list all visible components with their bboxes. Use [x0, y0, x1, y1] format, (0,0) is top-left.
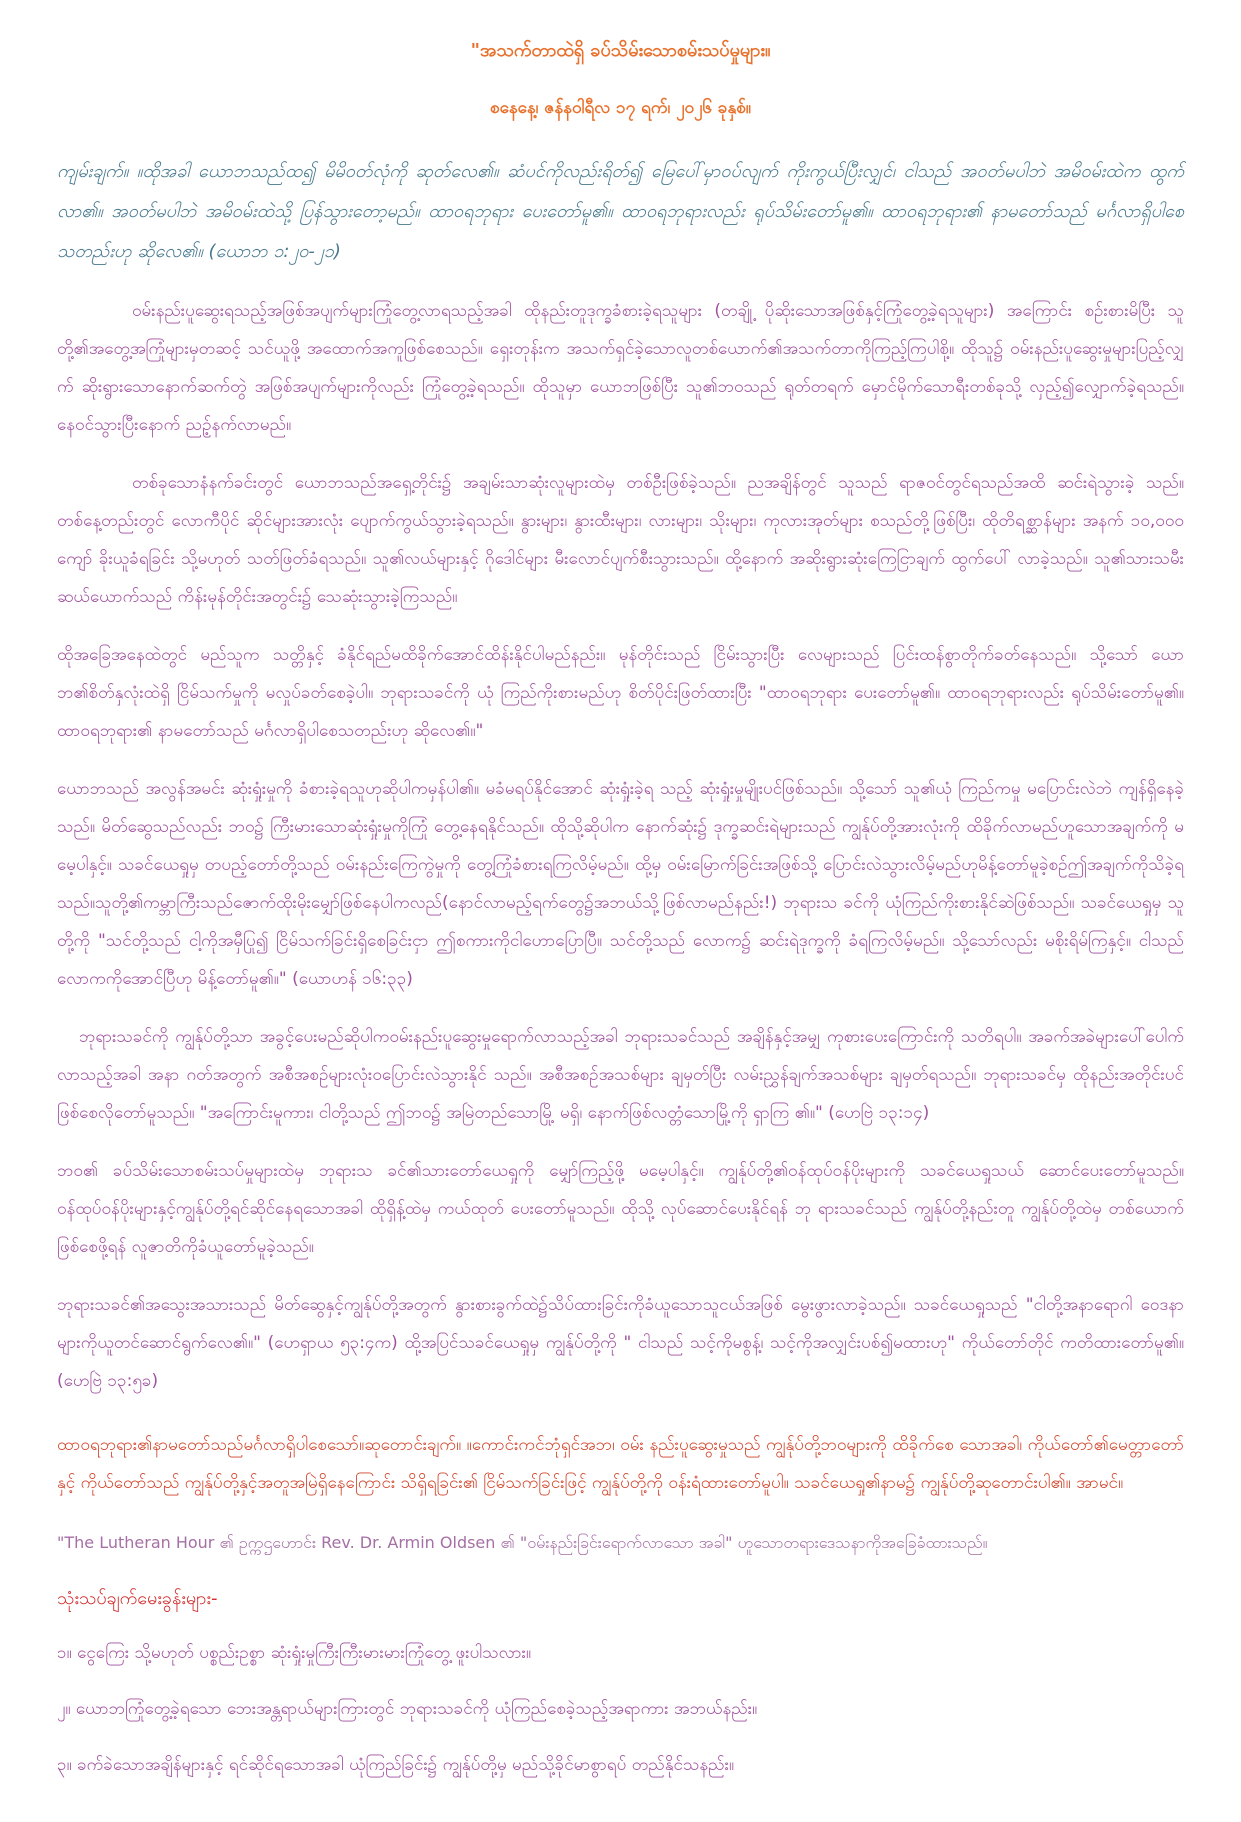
document-title: "အသက်တာထဲရှိ ခပ်သိမ်းသောစမ်းသပ်မှုများ။	[470, 40, 771, 61]
discussion-question-3: ၃။ ခက်ခဲသောအချိန်များနှင့် ရင်ဆိုင်ရသောအခါ ယုံကြည်ခြင်း၌ ကျွန်ုပ်တို့မှ မည်သို့ခိုင်မာစွာရပ် တည်နိုင်သနည်း။	[57, 1755, 735, 1775]
body-paragraph-7: ဘုရားသခင်၏အသွေးအသားသည် မိတ်ဆွေနှင့်ကျွန်ုပ်တို့အတွက် နွားစားခွက်ထဲ၌သိပ်ထားခြင်းကိုခံယူသောသူငယ်အဖြစ် မွေးဖွားလာခဲ့သည်။ သခင်ယေရှုသည် "ငါတို့အနာရောဂါ ဝေဒနာများကိုယူတင်ဆောင်ရွက်လေ၏။" (ဟေရှာယ ၅၃:၄က) ထို့အပြင်သခင်ယေရှုမှ ကျွန်ုပ်တို့ကို " ငါသည် သင့်ကိုမစွန့်၊ သင့်ကိုအလျှင်းပစ်၍မထားဟု" ကိုယ်တော်တိုင် ကတိထားတော်မူ၏။(ဟေဗြဲ ၁၃:၅ခ)	[57, 1295, 1184, 1391]
discussion-questions-heading: သုံးသပ်ချက်မေးခွန်းများ-	[57, 1588, 218, 1609]
prayer-paragraph: ထာဝရဘုရား၏နာမတော်သည်မင်္ဂလာရှိပါစေသော်။ဆုတောင်းချက်။ ။ကောင်းကင်ဘုံရှင်အဘ၊ ဝမ်း နည်းပူဆွေးမှုသည် ကျွန်ုပ်တို့ဘဝများကို ထိခိုက်စေ သောအခါ၊ ကိုယ်တော်၏မေတ္တာတော်နှင့် ကိုယ်တော်သည် ကျွန်ုပ်တို့နှင့်အတူအမြဲရှိနေကြောင်း သိရှိရခြင်း၏ ငြိမ်သက်ခြင်းဖြင့် ကျွန်ုပ်တို့ကို ဝန်းရံထားတော်မူပါ။ သခင်ယေရှု၏နာမ၌ ကျွန်ုပ်တို့ဆုတောင်းပါ၏။ အာမင်။	[57, 1435, 1184, 1493]
body-paragraph-3: ထိုအခြေအနေထဲတွင် မည်သူက သတ္တိနှင့် ခံနိုင်ရည်မထိခိုက်အောင်ထိန်းနိုင်ပါမည်နည်း။ မုန်တိုင်းသည် ငြိမ်းသွားပြီး လေများသည် ပြင်းထန်စွာတိုက်ခတ်နေသည်။ သို့သော် ယောဘ၏စိတ်နှလုံးထဲရှိ ငြိမ်သက်မှုကို မလှုပ်ခတ်စေခဲ့ပါ။ ဘုရားသခင်ကို ယုံ ကြည်ကိုးစားမည်ဟု စိတ်ပိုင်းဖြတ်ထားပြီး "ထာဝရဘုရား ပေးတော်မူ၏။ ထာဝရဘုရားလည်း ရုပ်သိမ်းတော်မူ၏။ ထာဝရဘုရား၏ နာမတော်သည် မင်္ဂလာရှိပါစေသတည်းဟု ဆိုလေ၏။"	[57, 645, 1184, 741]
attribution-line: "The Lutheran Hour ၏ ဥက္ကဌဟောင်း Rev. Dr. Armin Oldsen ၏ "ဝမ်းနည်းခြင်းရောက်လာသော အခါ" ဟူသောတရားဒေသနာကိုအခြေခံထားသည်။	[57, 1533, 988, 1552]
scripture-quote: ကျမ်းချက်။ ။ထိုအခါ ယောဘသည်ထ၍ မိမိဝတ်လုံကို ဆုတ်လေ၏။ ဆံပင်ကိုလည်းရိတ်၍ မြေပေါ်မှာဝပ်လျက် ကိုးကွယ်ပြီးလျှင်၊ ငါသည် အဝတ်မပါဘဲ အမိဝမ်းထဲက ထွက်လာ၏။ အဝတ်မပါဘဲ အမိဝမ်းထဲသို့ ပြန်သွားတော့မည်။ ထာဝရဘုရား ပေးတော်မူ၏။ ထာဝရဘုရားလည်း ရုပ်သိမ်းတော်မူ၏။ ထာဝရဘုရား၏ နာမတော်သည် မင်္ဂလာရှိပါစေသတည်းဟု ဆိုလေ၏။ (ယောဘ ၁:၂၀-၂၁)	[57, 161, 1184, 262]
body-paragraph-6: ဘဝ၏ ခပ်သိမ်းသောစမ်းသပ်မှုများထဲမှ ဘုရားသ ခင်၏သားတော်ယေရှုကို မျှော်ကြည့်ဖို့ မမေ့ပါနှင့်။ ကျွန်ုပ်တို့၏ဝန်ထုပ်ဝန်ပိုးများကို သခင်ယေရှုသယ် ဆောင်ပေးတော်မူသည်။ ဝန်ထုပ်ဝန်ပိုးများနှင့်ကျွန်ုပ်တို့ရင်ဆိုင်နေရသောအခါ ထိုရှိန့်ထဲမှ ကယ်ထုတ် ပေးတော်မူသည်။ ထိုသို့ လုပ်ဆောင်ပေးနိုင်ရန် ဘု ရားသခင်သည် ကျွန်ုပ်တို့နည်းတူ ကျွန်ုပ်တို့ထဲမှ တစ်ယောက်ဖြစ်စေဖို့ရန် လူဇာတိကိုခံယူတော်မူခဲ့သည်။	[57, 1161, 1184, 1257]
discussion-question-2: ၂။ ယောဘကြုံတွေ့ခဲ့ရသော ဘေးအန္တရာယ်များကြားတွင် ဘုရားသခင်ကို ယုံကြည်စေခဲ့သည့်အရာကား အဘယ်နည်း။	[57, 1699, 758, 1719]
discussion-question-1: ၁။ ငွေကြေး သို့မဟုတ် ပစ္စည်းဥစ္စာ ဆုံးရှုံးမှုကြီးကြီးမားမားကြုံတွေ့ ဖူးပါသလား။	[57, 1643, 532, 1663]
body-paragraph-1: ဝမ်းနည်းပူဆွေးရသည့်အဖြစ်အပျက်များကြုံတွေ့လာရသည့်အခါ ထိုနည်းတူဒုက္ခခံစားခဲ့ရသူများ (တချို့ ပိုဆိုးသောအဖြစ်နှင့်ကြုံတွေ့ခဲ့ရသူများ) အကြောင်း စဉ်းစားမိပြီး သူတို့၏အတွေ့အကြုံများမှတဆင့် သင်ယူဖို့ အထောက်အကူဖြစ်စေသည်။ ရှေးတုန်းက အသက်ရှင်ခဲ့သောလူတစ်ယောက်၏အသက်တာကိုကြည့်ကြပါစို့။ ထိုသူ၌ ဝမ်းနည်းပူဆွေးမှုများပြည့်လျှက် ဆိုးရွားသောနောက်ဆက်တွဲ အဖြစ်အပျက်များကိုလည်း ကြုံတွေ့ခဲ့ရသည်။ ထိုသူမှာ ယောဘဖြစ်ပြီး သူ၏ဘဝသည် ရုတ်တရက် မှောင်မိုက်သောရီးတစ်ခုသို့ လှည့်၍လျှောက်ခဲ့ရသည်။ နေဝင်သွားပြီးနောက် ညဉ့်နက်လာမည်။	[57, 301, 1184, 435]
body-paragraph-2: တစ်ခုသောနံနက်ခင်းတွင် ယောဘသည်အရှေ့တိုင်း၌ အချမ်းသာဆုံးလူများထဲမှ တစ်ဦးဖြစ်ခဲ့သည်။ ညအချိန်တွင် သူသည် ရာဇဝင်တွင်ရသည်အထိ ဆင်းရဲသွားခဲ့ သည်။ တစ်နေ့တည်းတွင် လောကီပိုင် ဆိုင်များအားလုံး ပျောက်ကွယ်သွားခဲ့ရသည်။ နွားများ၊ နွားထီးများ၊ လားများ၊ သိုးများ၊ ကုလားအုတ်များ စသည်တို့ဖြစ်ပြီး၊ ထိုတိရစ္ဆာန်များ အနက် ၁၀,၀၀၀ ကျော် ခိုးယူခံရခြင်း သို့မဟုတ် သတ်ဖြတ်ခံရသည်။ သူ၏လယ်များနှင့် ဂိုဒေါင်များ မီးလောင်ပျက်စီးသွားသည်။ ထို့နောက် အဆိုးရွားဆုံးကြေငြာချက် ထွက်ပေါ် လာခဲ့သည်။ သူ၏သားသမီးဆယ်ယောက်သည် ကိန်းမုန်တိုင်းအတွင်း၌ သေဆုံးသွားခဲ့ကြသည်။	[57, 473, 1184, 607]
body-paragraph-4: ယောဘသည် အလွန်အမင်း ဆုံးရှုံးမှုကို ခံစားခဲ့ရသူဟုဆိုပါကမှန်ပါ၏။ မခံမရပ်နိုင်အောင် ဆုံးရှုံးခဲ့ရ သည့် ဆုံးရှုံးမှုမျိုးပင်ဖြစ်သည်။ သို့သော် သူ၏ယုံ ကြည်ကမှု မပြောင်းလဲဘဲ ကျန်ရှိနေခဲ့သည်။ မိတ်ဆွေသည်လည်း ဘဝ၌ ကြီးမားသောဆုံးရှုံးမှုကိုကြုံ တွေ့နေရနိုင်သည်။ ထိုသို့ဆိုပါက နောက်ဆုံး၌ ဒုက္ခဆင်းရဲများသည် ကျွန်ုပ်တို့အားလုံးကို ထိခိုက်လာမည်ဟူသောအချက်ကို မမေ့ပါနှင့်။ သခင်ယေရှုမှ တပည့်တော်တို့သည် ဝမ်းနည်းကြေကွဲမှုကို တွေ့ကြုံခံစားရကြလိမ့်မည်။ ထို့မှ ဝမ်းမြောက်ခြင်းအဖြစ်သို့ ပြောင်းလဲသွားလိမ့်မည်ဟုမိန့်တော်မူခဲ့စဉ်ဤအချက်ကိုသိခဲ့ရသည်။သူတို့၏ကမ္ဘာကြီးသည်ဇောက်ထိုးမိုးမျှော်ဖြစ်နေပါကလည်(နောင်လာမည့်ရက်တွေ၌အဘယ်သို့ဖြစ်လာမည်နည်း!) ဘုရားသ ခင်ကို ယုံကြည်ကိုးစားနိုင်ဆဲဖြစ်သည်။ သခင်ယေရှုမှ သူတို့ကို "သင်တို့သည် ငါ့ကိုအမှီပြု၍ ငြိမ်သက်ခြင်းရှိစေခြင်းငှာ ဤစကားကိုငါဟောပြောပြီ။ သင်တို့သည် လောက၌ ဆင်းရဲဒုက္ခကို ခံရကြလိမ့်မည်။ သို့သော်လည်း မစိုးရိမ်ကြနှင့်။ ငါသည် လောကကိုအောင်ပြီဟု မိန့်တော်မူ၏။" (ယောဟန် ၁၆:၃၃)	[57, 779, 1184, 989]
document-date-line: စနေနေ့၊ ဇန်နဝါရီလ ၁၇ ရက်၊ ၂၀၂၆ ခုနှစ်။	[490, 98, 751, 118]
body-paragraph-5: ဘုရားသခင်ကို ကျွန်ုပ်တို့သာ အခွင့်ပေးမည်ဆိုပါကဝမ်းနည်းပူဆွေးမှုရောက်လာသည့်အခါ ဘုရားသခင်သည် အချိန်နှင့်အမျှ ကုစားပေးကြောင်းကို သတိရပါ။ အခက်အခဲများပေါ်ပေါက်လာသည့်အခါ အနာ ဂတ်အတွက် အစီအစဉ်များလုံးဝပြောင်းလဲသွားနိုင် သည်။ အစီအစဉ်အသစ်များ ချမှတ်ပြီး လမ်းညွှန်ချက်အသစ်များ ချမှတ်ရသည်။ ဘုရားသခင်မှ ထိုနည်းအတိုင်းပင် ဖြစ်စေလိုတော်မူသည်။ "အကြောင်းမူကား၊ ငါတို့သည် ဤဘဝ၌ အမြဲတည်သောမြို့ မရှိ၊ နောက်ဖြစ်လတ္တံသောမြို့ကို ရှာကြ ၏။" (ဟေဗြဲ ၁၃:၁၄)	[57, 1027, 1184, 1123]
